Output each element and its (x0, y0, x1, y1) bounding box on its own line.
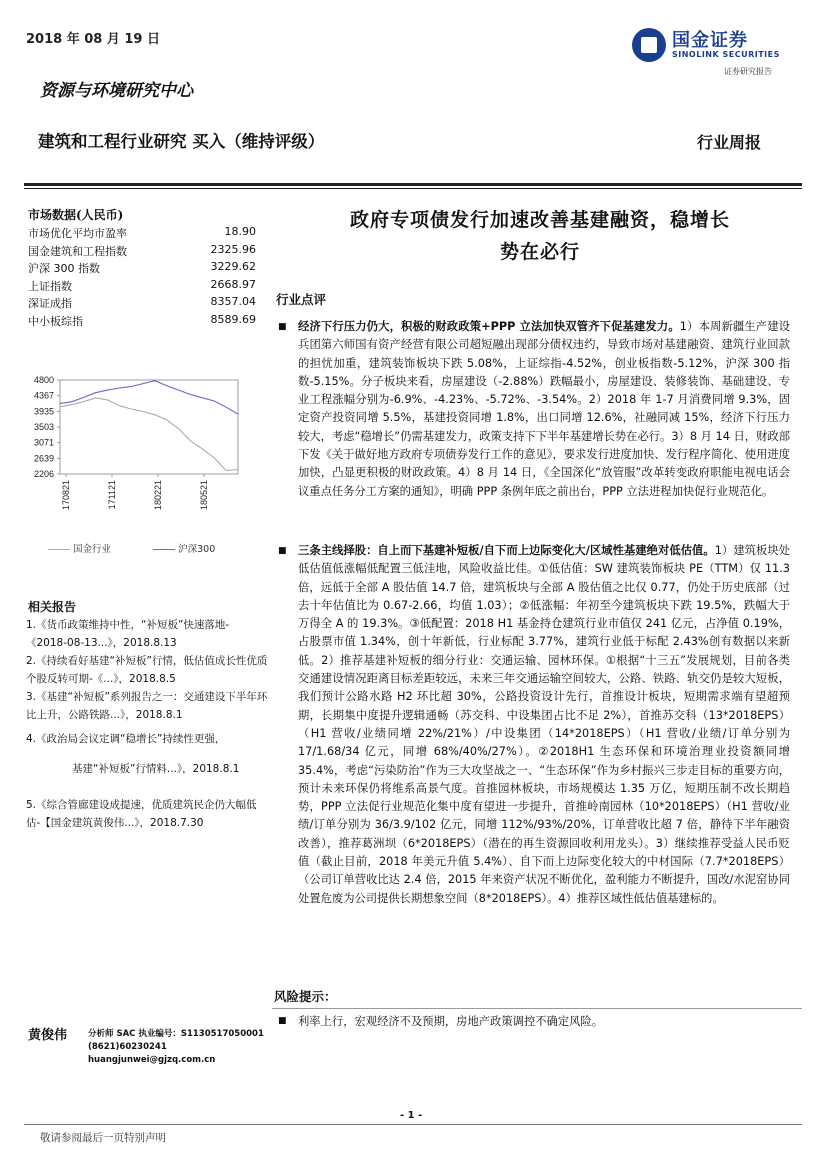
analyst-email[interactable]: huangjunwei@gjzq.com.cn (88, 1055, 216, 1065)
key-point-1 (298, 318, 790, 501)
market-data-label: 中小板综指 (28, 314, 83, 328)
market-data-value: 2325.96 (210, 242, 256, 256)
analyst-phone: (8621)60230241 (88, 1042, 167, 1052)
report-title-line2: 势在必行 (499, 241, 580, 263)
y-tick-label: 3935 (33, 406, 54, 417)
industry-rating-title: 建筑和工程行业研究 买入（维持评级） (38, 132, 325, 151)
legend-line-hs300 (153, 549, 175, 550)
market-data-label: 国金建筑和工程指数 (28, 244, 127, 258)
key-point-1-body: 1）本周新疆生产建设兵团第六师国有资产经营有限公司超短融出现部分债权违约，导致市场对基建融资、建筑行业回款的担忧加重，建筑装饰板块下跌 5.08%，上证综指-4.52%，创业板指数-5.12%，沪深 300 指数-5.15%。分子板块来看，房屋建设（-2.88%）跌幅最小，房屋建设、装修装饰、基础建设、专业工程涨幅分别为-6.9%、-4.23%、-5.72%、-3.54%。2）2018 年 1-7 月消费同增 9.3%，固定资产投资同增 5.5%，基建投资同增 1.8%，出口同增 12.6%，社融同减 15%，经济下行压力较大，考虑“稳增长”仍需基建发力，政策支持下下半年基建增长势在必行。3）8 月 14 日，财政部下发《关于做好地方政府专项债券发行工作的意见》，要求发行进度加快、发行程序简化、使用进度加快，凸显更积极的财政政策。4）8 月 14 日，《全国深化“放管服”改革转变政府职能电视电话会议重点任务分工方案的通知》，明确 PPP 条例年底之前出台，PPP 立法进程加快促行业规范化。 (298, 320, 790, 498)
legend-line-industry (48, 549, 70, 550)
market-data-value: 18.90 (224, 225, 256, 238)
bullet-square-icon: ■ (278, 546, 287, 556)
series-line-industry (60, 398, 238, 471)
y-tick-label: 2639 (33, 453, 54, 464)
plot-frame (60, 380, 238, 474)
logo-tagline: 证券研究报告 (724, 67, 772, 76)
market-data-value: 8589.69 (210, 312, 256, 326)
market-data-value: 3229.62 (210, 260, 256, 273)
legend-label-industry: 国金行业 (73, 544, 112, 555)
analyst-info (88, 1028, 264, 1067)
x-tick-label: 180221 (153, 480, 163, 511)
x-tick-label: 170821 (61, 480, 71, 511)
key-point-2 (298, 542, 790, 908)
risk-divider (272, 1008, 802, 1009)
related-report-5[interactable]: 5.《综合管廊建设成提速，优质建筑民企仍大幅低估-【国金建筑黄俊伟...》，2018.7.30 (26, 799, 257, 829)
footer-divider (24, 1124, 802, 1125)
related-report-4[interactable]: 4.《政治局会议定调“稳增长”持续性更强， (26, 733, 226, 745)
y-tick-label: 2206 (33, 469, 54, 479)
related-report-2[interactable]: 2.《持续看好基建“补短板”行情，低估值成长性优质个股反转可期-《...》，2018.8.5 (26, 655, 268, 685)
y-tick-label: 3503 (33, 422, 54, 432)
logo-name-en: SINOLINK SECURITIES (672, 50, 780, 59)
related-report-4-cont[interactable]: 基建“补短板”行情料...》，2018.8.1 (72, 763, 240, 775)
logo-name-cn: 国金证券 (672, 30, 748, 51)
market-data-label: 沪深 300 指数 (28, 262, 100, 275)
logo-mark-icon (632, 28, 666, 62)
series-line-hs300 (60, 381, 238, 414)
key-point-1-heading: 经济下行压力仍大，积极的财政政策+PPP 立法加快双管齐下促基建发力。 (298, 320, 680, 333)
related-report-3[interactable]: 3.《基建“补短板”系列报告之一：交通建设下半年环比上升，公路铁路...》，2018.8.1 (26, 691, 268, 721)
section-heading: 行业点评 (276, 292, 327, 307)
header-divider (24, 183, 802, 186)
chart-legend (48, 541, 215, 555)
related-report-1[interactable]: 1.《货币政策维持中性，“补短板”快速落地-《2018-08-13...》，2018.8.13 (26, 619, 230, 649)
y-tick-label: 4800 (33, 375, 54, 385)
report-type: 行业周报 (697, 133, 762, 152)
key-point-2-body: 1）建筑板块处低估值低涨幅低配置三低洼地，风险收益比佳。①低估值：SW 建筑装饰板块 PE（TTM）仅 11.3 倍，远低于全部 A 股估值 14.7 倍，建筑板块与全部 A 股估值之比仅 0.77，仍处于历史底部（过去十年估值比为 0.67-2.66，均值 1.03）；②低涨幅：年初至今建筑板块下跌 19.5%，跌幅大于万得全 A 的 19.3%。③低配置：2018 H1 基金持仓建筑行业市值仅 241 亿元，占净值 0.19%，占股票市值 1.34%，创十年新低，行业标配 3.77%，建筑行业低于标配 2.43%创有数据以来新低。2）推荐基建补短板的细分行业：交通运输、园林环保。①根据“十三五”发展规划，目前各类交通建设情况距离目标差距较远，未来三年交通运输空间较大，公路、铁路、轨交仍是较大短板，我们预计公路水路 H2 环比超 30%，公路投资设计先行，首推设计板块，短期需求端有望超预期，长期集中度提升逻辑通畅（苏交科、中设集团占比不足 2%），首推苏交科（13*2018EPS）（H1 营收/业绩同增 22%/21%）/中设集团（14*2018EPS）（H1 营收/业绩/订单分别为 17/1.68/34 亿元，同增 68%/40%/27%）。②2018H1 生态环保和环境治理业投资额同增 35.4%，考虑“污染防治”作为三大攻坚战之一、“生态环保”作为乡村振兴三步走目标的重要方向，预计未来环保仍将维系高景气度。首推园林板块，市场规模达 1.35 万亿，短期压制不改长期趋势，PPP 立法促行业规范化集中度有望进一步提升，首推岭南园林（10*2018EPS）（H1 营收/业绩/订单分别为 36/3.9/102 亿元，同增 112%/93%/20%，订单营收比超 7 倍，静待下半年融资改善），推荐葛洲坝（6*2018EPS）（潜在的再生资源回收利用龙头）。3）继续推荐受益人民币贬值（截止目前，2018 年美元升值 5.4%）、自下而上边际变化较大的中材国际（7.7*2018EPS）（公司订单营收比达 2.4 倍，2015 年来资产状况不断优化，盈利能力不断提升，国改/水泥窑协同处置危废为公司提供长期想象空间（8*2018EPS）。4）推荐区域性低估值基建标的。 (298, 544, 790, 905)
bullet-square-icon: ■ (278, 1016, 287, 1026)
bullet-square-icon: ■ (278, 322, 287, 332)
y-tick-label: 4367 (33, 390, 54, 401)
market-data-title: 市场数据(人民币) (28, 208, 124, 222)
legend-label-hs300: 沪深300 (178, 544, 216, 555)
report-title-line1: 政府专项债发行加速改善基建融资，稳增长 (349, 209, 730, 231)
key-point-2-heading: 三条主线择股：自上而下基建补短板/自下而上边际变化大/区域性基建绝对低估值。 (298, 544, 715, 557)
report-date: 2018 年 08 月 19 日 (26, 32, 160, 47)
analyst-license: 分析师 SAC 执业编号：S1130517050001 (88, 1029, 264, 1039)
market-data-label: 深证成指 (28, 297, 72, 310)
page-number: - 1 - (400, 1110, 423, 1121)
analyst-name: 黄俊伟 (28, 1028, 68, 1043)
market-data-value: 2668.97 (210, 277, 256, 291)
risk-heading: 风险提示： (274, 989, 337, 1004)
research-center: 资源与环境研究中心 (40, 81, 193, 101)
x-tick-label: 180521 (199, 480, 209, 511)
x-tick-label: 171121 (107, 480, 117, 510)
market-data-value: 8357.04 (210, 295, 256, 308)
risk-text: 利率上行，宏观经济不及预期，房地产政策调控不确定风险。 (298, 1015, 604, 1028)
related-reports-title: 相关报告 (28, 600, 77, 614)
company-logo (632, 26, 792, 78)
header-divider-thin (24, 188, 802, 189)
index-line-chart (24, 372, 244, 522)
report-title (280, 204, 800, 268)
market-data-label: 市场优化平均市盈率 (28, 227, 127, 240)
y-tick-label: 3071 (33, 437, 54, 448)
market-data-label: 上证指数 (28, 279, 72, 293)
footer-disclaimer: 敬请参阅最后一页特别声明 (40, 1132, 166, 1144)
